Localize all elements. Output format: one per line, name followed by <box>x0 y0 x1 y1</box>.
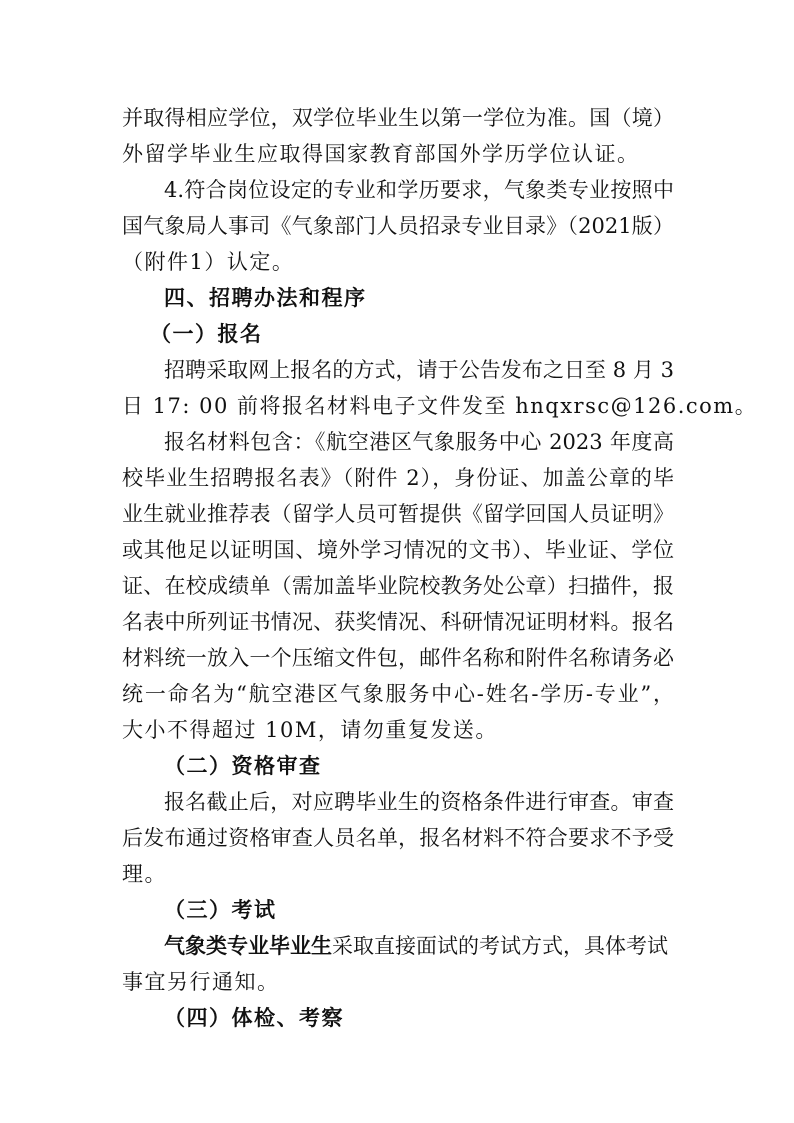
paragraph-line: 统一命名为“航空港区气象服务中心-姓名-学历-专业”， <box>122 682 674 706</box>
paragraph-line: 并取得相应学位，双学位毕业生以第一学位为准。国（境） <box>122 106 674 130</box>
paragraph-text: 采取直接面试的考试方式，具体考试 <box>332 934 668 958</box>
paragraph-line: 事宜另行通知。 <box>122 970 280 994</box>
paragraph-line: 日 17: 00 前将报名材料电子文件发至 hnqxrsc@126.com。 <box>122 394 758 418</box>
paragraph-line: 大小不得超过 10M，请勿重复发送。 <box>122 718 498 742</box>
paragraph-line: 国气象局人事司《气象部门人员招录专业目录》（2021版） <box>122 214 674 238</box>
paragraph-line: 业生就业推荐表（留学人员可暂提供《留学回国人员证明》 <box>122 502 674 526</box>
paragraph-line: 4.符合岗位设定的专业和学历要求，气象类专业按照中 <box>164 178 674 202</box>
paragraph-line: 或其他足以证明国、境外学习情况的文书）、毕业证、学位 <box>122 538 674 562</box>
section-heading: 四、招聘办法和程序 <box>164 286 367 310</box>
paragraph-line: 报名材料包含：《航空港区气象服务中心 2023 年度高 <box>164 430 674 454</box>
paragraph-line: 校毕业生招聘报名表》（附件 2），身份证、加盖公章的毕 <box>122 466 674 490</box>
paragraph-line: 报名截止后，对应聘毕业生的资格条件进行审查。审查 <box>164 790 674 814</box>
paragraph-line: 证、在校成绩单（需加盖毕业院校教务处公章）扫描件，报 <box>122 574 674 598</box>
paragraph-line: 招聘采取网上报名的方式，请于公告发布之日至 8 月 3 <box>164 358 674 382</box>
bold-lead-text: 气象类专业毕业生 <box>164 934 332 958</box>
paragraph-line: 材料统一放入一个压缩文件包，邮件名称和附件名称请务必 <box>122 646 674 670</box>
subsection-heading: （三）考试 <box>164 898 277 922</box>
paragraph-line: 理。 <box>122 862 167 886</box>
subsection-heading: （二）资格审查 <box>164 754 322 778</box>
subsection-heading: （四）体检、考察 <box>164 1006 344 1030</box>
subsection-heading: （一）报名 <box>150 322 263 346</box>
paragraph-line: 后发布通过资格审查人员名单，报名材料不符合要求不予受 <box>122 826 674 850</box>
paragraph-line: （附件1）认定。 <box>122 250 295 274</box>
paragraph-line <box>164 928 674 964</box>
paragraph-line: 外留学毕业生应取得国家教育部国外学历学位认证。 <box>122 142 640 166</box>
paragraph-line: 名表中所列证书情况、获奖情况、科研情况证明材料。报名 <box>122 610 674 634</box>
